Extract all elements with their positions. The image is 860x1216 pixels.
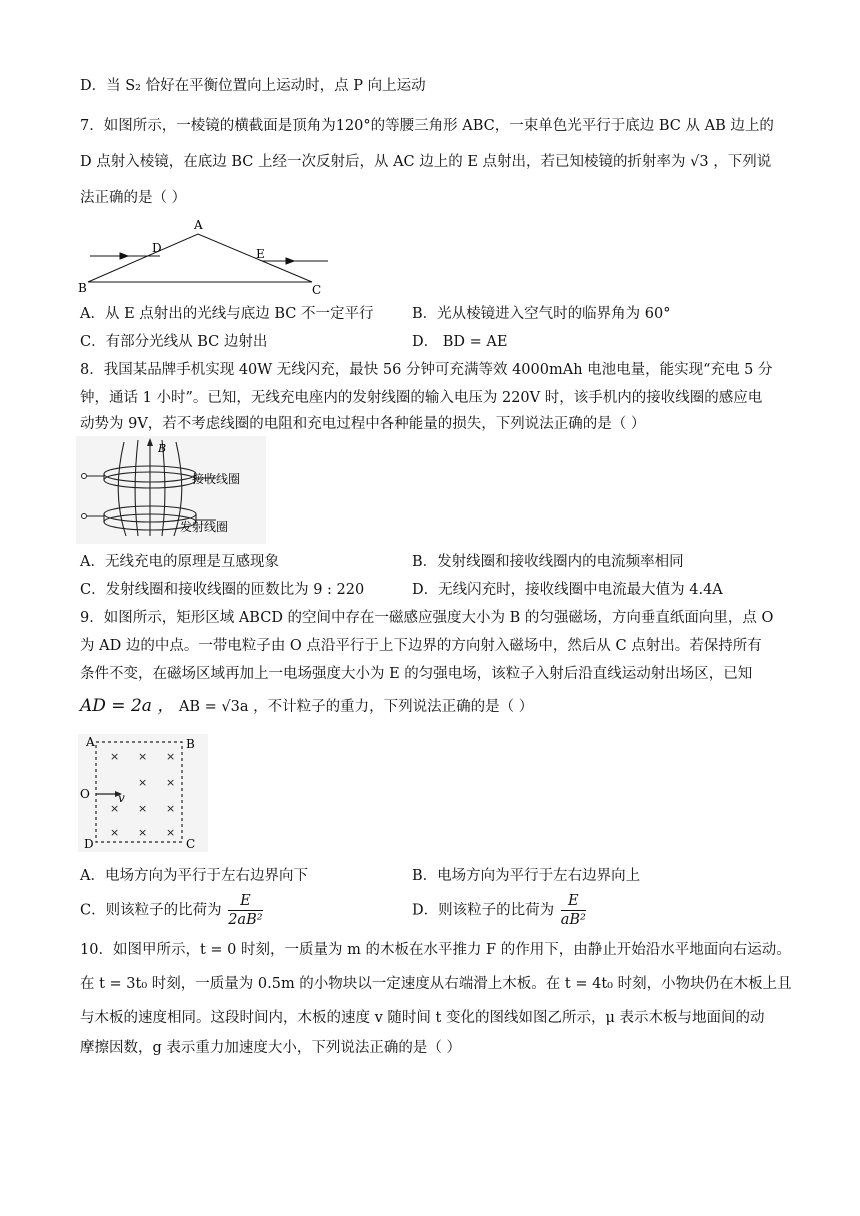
q8-option-b: B．发射线圈和接收线圈内的电流频率相同	[412, 554, 684, 570]
q9-option-d-fraction	[561, 892, 586, 929]
q7-option-c: C．有部分光线从 BC 边射出	[80, 334, 268, 350]
field-into-page-mark: ×	[138, 826, 148, 839]
q8-text-line-3: 动势为 9V，若不考虑线圈的电阻和充电过程中各种能量的损失，下列说法正确的是（ ）	[80, 416, 646, 432]
q9-text-line-4	[80, 696, 533, 717]
point-o-label: O	[80, 787, 90, 801]
q8-option-a: A．无线充电的原理是互感现象	[80, 554, 279, 570]
field-into-page-mark: ×	[166, 826, 176, 839]
q9-text-line-4-rest: AB = √3a ，不计粒子的重力，下列说法正确的是（ ）	[178, 699, 534, 715]
incident-arrow	[120, 253, 128, 259]
fraction-numerator: E	[228, 892, 262, 911]
q9-option-c	[80, 892, 265, 929]
point-d-label: D	[152, 241, 162, 255]
q9-option-c-text: C．则该粒子的比荷为	[80, 902, 222, 919]
q10-text-line-3: 与木板的速度相同。这段时间内，木板的速度 v 随时间 t 变化的图线如图乙所示，μ 表示木板与地面间的动	[80, 1010, 765, 1026]
magnetic-field-figure	[78, 734, 208, 852]
field-into-page-mark: ×	[110, 802, 120, 815]
vertex-c-label: C	[312, 283, 322, 296]
prism-figure	[76, 212, 338, 296]
field-into-page-mark: ×	[166, 802, 176, 815]
q7-text-line-3: 法正确的是（ ）	[80, 190, 187, 206]
field-into-page-mark: ×	[110, 826, 120, 839]
ad-equation: AD = 2a ，	[80, 696, 175, 716]
q8-option-d: D．无线闪充时，接收线圈中电流最大值为 4.4A	[412, 582, 723, 598]
corner-a-label: A	[86, 735, 95, 749]
q10-text-line-2: 在 t = 3t₀ 时刻，一质量为 0.5m 的小物块以一定速度从右端滑上木板。在 t = 4t₀ 时刻，小物块仍在木板上且	[80, 976, 792, 992]
vertex-b-label: B	[78, 281, 87, 295]
vertex-a-label: A	[194, 218, 203, 232]
fraction-numerator: E	[561, 892, 586, 911]
corner-b-label: B	[186, 737, 195, 751]
q7-text-line-2: D 点射入棱镜，在底边 BC 上经一次反射后，从 AC 边上的 E 点射出，若已知棱镜的折射率为 √3 ，下列说	[80, 154, 772, 170]
field-into-page-mark: ×	[166, 750, 176, 763]
corner-d-label: D	[84, 837, 94, 851]
q7-option-a: A．从 E 点射出的光线与底边 BC 不一定平行	[80, 306, 374, 322]
q8-option-c: C．发射线圈和接收线圈的匝数比为 9 : 220	[80, 582, 365, 598]
field-into-page-mark: ×	[138, 750, 148, 763]
q9-option-d-text: D．则该粒子的比荷为	[412, 902, 555, 919]
q10-text-line-1: 10．如图甲所示，t = 0 时刻，一质量为 m 的木板在水平推力 F 的作用下，由静止开始沿水平地面向右运动。	[80, 942, 791, 958]
q9-option-c-fraction	[228, 892, 262, 929]
q7-option-b: B．光从棱镜进入空气时的临界角为 60°	[412, 306, 671, 322]
q9-text-line-1: 9．如图所示，矩形区域 ABCD 的空间中存在一磁感应强度大小为 B 的匀强磁场，方向垂直纸面向里，点 O	[80, 610, 774, 626]
point-e-label: E	[256, 247, 265, 261]
field-into-page-mark: ×	[110, 750, 120, 763]
field-into-page-mark: ×	[138, 776, 148, 789]
q8-text-line-2: 钟，通话 1 小时”。已知，无线充电座内的发射线圈的输入电压为 220V 时，该手机内的接收线圈的感应电	[80, 390, 763, 406]
field-b-label: B	[158, 442, 167, 455]
coil-figure	[76, 436, 266, 544]
receiver-coil-label: 接收线圈	[192, 472, 241, 486]
velocity-v-label: v	[118, 791, 125, 805]
q7-option-d: D． BD = AE	[412, 334, 508, 350]
q7-text-line-1: 7．如图所示，一棱镜的横截面是顶角为120°的等腰三角形 ABC，一束单色光平行于底边 BC 从 AB 边上的	[80, 118, 774, 134]
field-into-page-mark: ×	[138, 802, 148, 815]
q9-text-line-3: 条件不变，在磁场区域再加上一电场强度大小为 E 的匀强电场，该粒子入射后沿直线运动射出场区，已知	[80, 666, 753, 682]
q10-text-line-4: 摩擦因数，g 表示重力加速度大小，下列说法正确的是（ ）	[80, 1040, 461, 1056]
q8-text-line-1: 8．我国某品牌手机实现 40W 无线闪充，最快 56 分钟可充满等效 4000mAh 电池电量，能实现“充电 5 分	[80, 362, 773, 378]
fraction-denominator: 2aB²	[228, 912, 263, 928]
fraction-denominator: aB²	[560, 912, 586, 928]
q9-option-d	[412, 892, 588, 929]
q9-option-a: A．电场方向为平行于左右边界向下	[80, 868, 308, 884]
q9-text-line-2: 为 AD 边的中点。一带电粒子由 O 点沿平行于上下边界的方向射入磁场中，然后从 C 点射出。若保持所有	[80, 638, 762, 654]
transmitter-coil-label: 发射线圈	[180, 520, 229, 534]
corner-c-label: C	[186, 837, 196, 851]
exit-arrow	[286, 258, 294, 264]
field-into-page-mark: ×	[166, 776, 176, 789]
q9-option-b: B．电场方向为平行于左右边界向上	[412, 868, 641, 884]
q6-option-d: D．当 S₂ 恰好在平衡位置向上运动时，点 P 向上运动	[80, 78, 426, 94]
